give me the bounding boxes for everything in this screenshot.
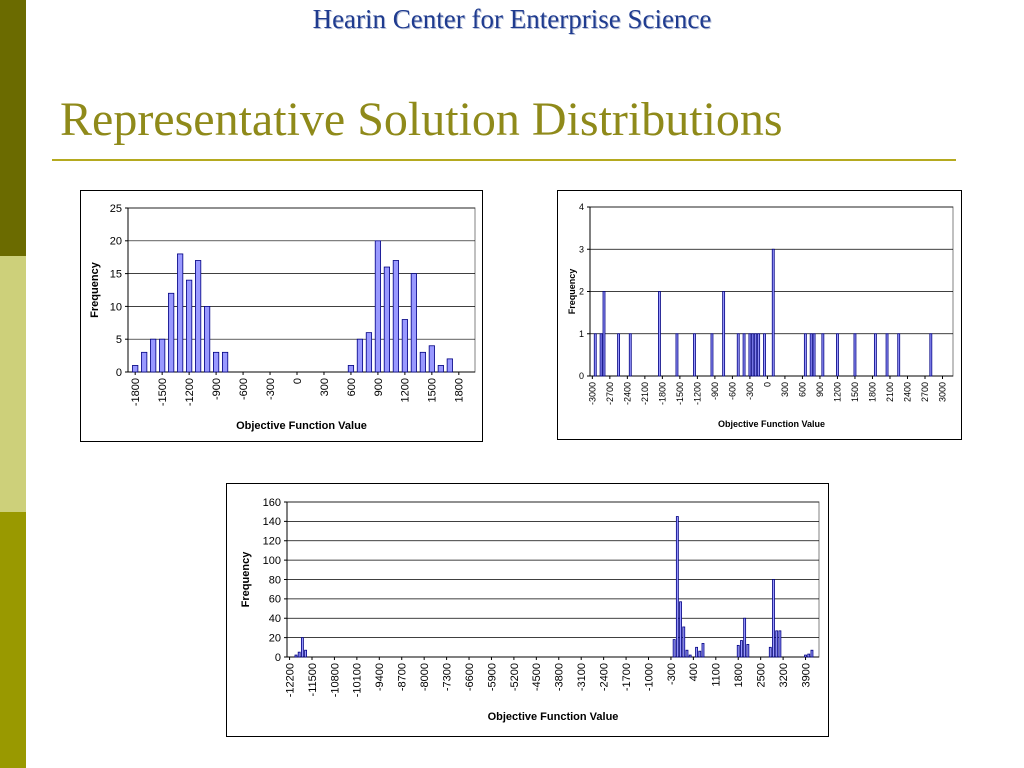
histogram-bar xyxy=(702,643,704,657)
x-tick-label: -600 xyxy=(727,382,738,401)
histogram-bar xyxy=(150,339,155,372)
y-tick-label: 0 xyxy=(115,366,122,379)
x-tick-label: -8000 xyxy=(419,663,432,692)
y-tick-label: 140 xyxy=(262,516,281,529)
x-tick-label: 900 xyxy=(372,378,385,397)
x-tick-label: -5200 xyxy=(508,663,521,692)
x-tick-label: 300 xyxy=(780,382,791,398)
x-tick-label: -1800 xyxy=(657,382,668,406)
histogram-bar xyxy=(737,334,739,376)
x-tick-label: -8700 xyxy=(396,663,409,692)
y-tick-label: 40 xyxy=(268,613,281,626)
histogram-bar xyxy=(811,650,813,657)
y-tick-label: 25 xyxy=(109,202,122,215)
histogram-bar xyxy=(375,241,380,372)
x-tick-label: 1200 xyxy=(399,378,412,403)
x-tick-label: 0 xyxy=(762,382,773,388)
x-tick-label: 600 xyxy=(797,382,808,398)
x-tick-label: -1200 xyxy=(692,382,703,406)
x-tick-label: -300 xyxy=(264,378,277,401)
x-tick-label: 900 xyxy=(815,382,826,398)
x-tick-label: 3000 xyxy=(937,382,948,403)
histogram-bar xyxy=(447,359,452,372)
histogram-bar xyxy=(804,334,806,376)
x-tick-label: -2100 xyxy=(640,382,651,406)
histogram-bar xyxy=(673,640,675,657)
histogram-bar xyxy=(779,631,781,657)
x-tick-label: -10100 xyxy=(351,663,364,698)
histogram-bar xyxy=(222,352,227,372)
sidebar-band-top xyxy=(0,0,26,256)
x-tick-label: -3000 xyxy=(587,382,598,406)
histogram-bar xyxy=(763,334,765,376)
x-tick-label: -2700 xyxy=(604,382,615,406)
x-tick-label: -3800 xyxy=(553,663,566,692)
y-tick-label: 1 xyxy=(578,328,584,339)
x-tick-label: 2100 xyxy=(885,382,896,403)
y-axis-label: Frequency xyxy=(567,268,577,315)
x-tick-label: -900 xyxy=(210,378,223,401)
histogram-bar xyxy=(755,334,757,376)
sidebar-band-middle xyxy=(0,256,26,512)
histogram-bar xyxy=(420,352,425,372)
x-tick-label: 2500 xyxy=(755,663,768,688)
histogram-bar xyxy=(854,334,856,376)
histogram-chart-3 xyxy=(226,483,829,737)
histogram-bar xyxy=(132,365,137,372)
x-tick-label: 1500 xyxy=(426,378,439,403)
histogram-bar xyxy=(822,334,824,376)
histogram-bar xyxy=(737,645,739,657)
histogram-bar xyxy=(723,292,725,377)
histogram-bar xyxy=(168,293,173,372)
y-tick-label: 15 xyxy=(109,268,122,281)
histogram-bar xyxy=(618,334,620,376)
y-tick-label: 20 xyxy=(109,235,122,248)
histogram-bar xyxy=(776,631,778,657)
x-tick-label: -4500 xyxy=(531,663,544,692)
histogram-bar xyxy=(141,352,146,372)
x-axis-label: Objective Function Value xyxy=(717,419,826,429)
x-tick-label: 2400 xyxy=(902,382,913,403)
x-tick-label: -1500 xyxy=(157,378,170,407)
x-tick-label: -300 xyxy=(745,382,756,401)
histogram-bar xyxy=(213,352,218,372)
x-tick-label: -7300 xyxy=(441,663,454,692)
histogram-bar xyxy=(301,638,303,657)
x-tick-label: -10800 xyxy=(329,663,342,698)
x-tick-label: 1500 xyxy=(850,382,861,403)
x-tick-label: -1200 xyxy=(183,378,196,407)
x-tick-label: -3100 xyxy=(576,663,589,692)
histogram-bar xyxy=(886,334,888,376)
histogram-bar xyxy=(810,334,812,376)
y-tick-label: 10 xyxy=(109,301,122,314)
sidebar-decoration xyxy=(0,0,26,768)
histogram-bar xyxy=(411,274,416,372)
histogram-chart-1 xyxy=(80,190,483,442)
histogram-bar xyxy=(772,249,774,376)
histogram-bar xyxy=(429,346,434,372)
histogram-bar xyxy=(393,260,398,372)
histogram-bar xyxy=(711,334,713,376)
histogram-bar xyxy=(177,254,182,372)
x-tick-label: 600 xyxy=(345,378,358,397)
slide-title: Representative Solution Distributions xyxy=(60,93,783,146)
x-tick-label: -1800 xyxy=(130,378,143,407)
x-tick-label: -1500 xyxy=(675,382,686,406)
histogram-bar xyxy=(808,654,810,657)
histogram-chart-2 xyxy=(557,190,962,440)
histogram-bar xyxy=(384,267,389,372)
x-tick-label: 3900 xyxy=(800,663,813,688)
x-tick-label: -1700 xyxy=(620,663,633,692)
x-axis-label: Objective Function Value xyxy=(236,420,367,432)
x-tick-label: 1800 xyxy=(867,382,878,403)
x-tick-label: 400 xyxy=(688,663,701,682)
x-tick-label: -9400 xyxy=(374,663,387,692)
histogram-bar xyxy=(305,650,307,657)
y-tick-label: 2 xyxy=(578,286,584,297)
x-tick-label: -2400 xyxy=(598,663,611,692)
title-divider xyxy=(52,159,956,161)
histogram-bar xyxy=(603,292,605,377)
histogram-bar xyxy=(186,280,191,372)
histogram-bar xyxy=(204,306,209,372)
histogram-bar xyxy=(740,641,742,657)
histogram-bar xyxy=(689,655,691,657)
x-tick-label: 1800 xyxy=(453,378,466,403)
x-tick-label: -11500 xyxy=(306,663,319,697)
y-tick-label: 100 xyxy=(262,554,281,567)
y-tick-label: 120 xyxy=(262,535,281,548)
y-axis-label: Frequency xyxy=(240,551,252,608)
histogram-bar xyxy=(752,334,754,376)
histogram-bar xyxy=(680,602,682,657)
histogram-bar xyxy=(683,627,685,657)
histogram-bar xyxy=(366,333,371,372)
histogram-bar xyxy=(769,647,771,657)
x-tick-label: 1800 xyxy=(733,663,746,688)
histogram-bar xyxy=(772,580,774,658)
x-tick-label: 3200 xyxy=(777,663,790,688)
x-tick-label: -300 xyxy=(665,663,678,686)
y-tick-label: 80 xyxy=(268,574,281,587)
histogram-bar xyxy=(743,334,745,376)
x-tick-label: 1200 xyxy=(832,382,843,403)
x-tick-label: -600 xyxy=(237,378,250,401)
histogram-bar xyxy=(159,339,164,372)
y-tick-label: 3 xyxy=(578,244,584,255)
histogram-bar xyxy=(594,334,596,376)
histogram-bar xyxy=(744,618,746,657)
sidebar-band-bottom xyxy=(0,512,26,768)
x-tick-label: -1000 xyxy=(643,663,656,692)
histogram-bar xyxy=(600,334,602,376)
histogram-bar xyxy=(295,655,297,657)
y-tick-label: 0 xyxy=(578,371,584,382)
histogram-bar xyxy=(874,334,876,376)
x-tick-label: 2700 xyxy=(920,382,931,403)
histogram-bar xyxy=(747,644,749,657)
histogram-bar xyxy=(930,334,932,376)
histogram-bar xyxy=(438,365,443,372)
histogram-bar xyxy=(749,334,751,376)
histogram-bar xyxy=(693,334,695,376)
x-tick-label: -12200 xyxy=(284,663,297,698)
y-tick-label: 60 xyxy=(268,593,281,606)
histogram-bar xyxy=(813,334,815,376)
y-tick-label: 20 xyxy=(268,632,281,645)
y-tick-label: 160 xyxy=(262,496,281,509)
x-tick-label: -900 xyxy=(710,382,721,401)
histogram-bar xyxy=(195,260,200,372)
org-header: Hearin Center for Enterprise Science xyxy=(312,4,712,34)
x-tick-label: -6600 xyxy=(463,663,476,692)
histogram-bar xyxy=(629,334,631,376)
histogram-bar xyxy=(402,320,407,372)
histogram-bar xyxy=(696,647,698,657)
x-tick-label: 1100 xyxy=(710,663,723,687)
y-axis-label: Frequency xyxy=(89,262,101,318)
x-tick-label: -2400 xyxy=(622,382,633,406)
x-tick-label: -5900 xyxy=(486,663,499,692)
y-tick-label: 4 xyxy=(578,202,584,213)
histogram-bar xyxy=(805,655,807,657)
histogram-bar xyxy=(676,517,678,657)
histogram-bar xyxy=(298,652,300,657)
histogram-bar xyxy=(658,292,660,377)
histogram-bar xyxy=(676,334,678,376)
histogram-bar xyxy=(357,339,362,372)
histogram-bar xyxy=(758,334,760,376)
histogram-bar xyxy=(686,650,688,657)
y-tick-label: 0 xyxy=(274,651,281,664)
x-tick-label: 0 xyxy=(291,378,304,385)
y-tick-label: 5 xyxy=(115,334,122,347)
histogram-bar xyxy=(348,365,353,372)
x-axis-label: Objective Function Value xyxy=(487,711,619,723)
histogram-bar xyxy=(836,334,838,376)
histogram-bar xyxy=(898,334,900,376)
histogram-bar xyxy=(699,651,701,657)
x-tick-label: 300 xyxy=(318,378,331,397)
